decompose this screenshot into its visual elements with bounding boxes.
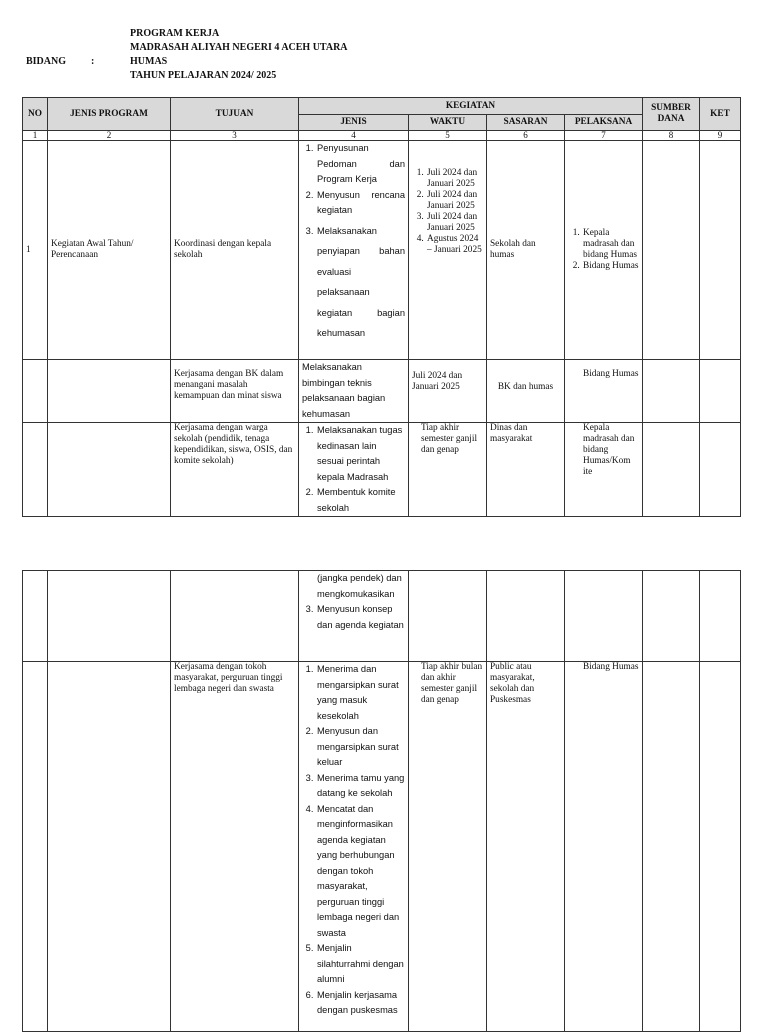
sumber-dana-cell: [643, 423, 700, 517]
column-number: 3: [171, 131, 299, 141]
jenis-item: 2. Membentuk komite sekolah: [316, 485, 405, 516]
pelaksana-cell: [565, 141, 643, 360]
header-line-1: PROGRAM KERJA: [130, 28, 220, 39]
table-row: [23, 662, 741, 1032]
program-cell: [48, 662, 171, 1032]
column-number: 1: [23, 131, 48, 141]
waktu-cell: Tiap akhir bulan dan akhir semester ganjil dan genap: [409, 662, 487, 1032]
pelaksana-item: 2. Bidang Humas: [582, 261, 639, 272]
program-table-page-2: [22, 570, 741, 1032]
header-line-2: MADRASAH ALIYAH NEGERI 4 ACEH UTARA: [130, 42, 348, 53]
waktu-item: 3. Juli 2024 dan Januari 2025: [426, 212, 483, 234]
jenis-continuation: (jangka pendek) dan mengkomukasikan: [317, 573, 402, 599]
program-cell: Kegiatan Awal Tahun/ Perencanaan: [48, 141, 171, 360]
jenis-cell: Melaksanakan bimbingan teknis pelaksanaan bagian kehumasan: [299, 360, 409, 423]
row-number: [23, 423, 48, 517]
column-number: 2: [48, 131, 171, 141]
program-cell: [48, 360, 171, 423]
jenis-item: 1. Penyusunan Pedoman dan Program Kerja: [316, 141, 405, 188]
row-number: 1: [23, 141, 48, 360]
sasaran-cell: [487, 571, 565, 662]
pelaksana-item: 1. Kepala madrasah dan bidang Humas: [582, 228, 639, 261]
row-number: [23, 360, 48, 423]
jenis-item: 3. Menerima tamu yang datang ke sekolah: [316, 771, 405, 802]
jenis-cell: [299, 571, 409, 662]
sasaran-cell: Dinas dan masyarakat: [487, 423, 565, 517]
waktu-item: 1. Juli 2024 dan Januari 2025: [426, 168, 483, 190]
waktu-item: 4. Agustus 2024 – Januari 2025: [426, 234, 483, 256]
table-row: [23, 360, 741, 423]
jenis-item: 3. Melaksanakan penyiapan bahan evaluasi pelaksanaan kegiatan bagian kehumasan: [316, 221, 405, 344]
tujuan-cell: Kerjasama dengan warga sekolah (pendidik, tenaga kependidikan, siswa, OSIS, dan komite sekolah): [171, 423, 299, 517]
tujuan-cell: Kerjasama dengan BK dalam menangani masalah kemampuan dan minat siswa: [171, 360, 299, 423]
sumber-dana-cell: [643, 360, 700, 423]
header-line-4: TAHUN PELAJARAN 2024/ 2025: [130, 70, 277, 81]
sumber-dana-cell: [643, 571, 700, 662]
column-number: 6: [487, 131, 565, 141]
bidang-colon: :: [91, 56, 95, 67]
tujuan-cell: [171, 571, 299, 662]
waktu-cell: Tiap akhir semester ganjil dan genap: [409, 423, 487, 517]
jenis-cell: [299, 141, 409, 360]
waktu-item: 2. Juli 2024 dan Januari 2025: [426, 190, 483, 212]
header-jenis-program: JENIS PROGRAM: [48, 98, 171, 131]
waktu-cell: [409, 571, 487, 662]
ket-cell: [700, 571, 741, 662]
ket-cell: [700, 662, 741, 1032]
sasaran-cell: Sekolah dan humas: [487, 141, 565, 360]
sumber-dana-cell: [643, 662, 700, 1032]
ket-cell: [700, 423, 741, 517]
header-line-3: HUMAS: [130, 56, 168, 67]
jenis-cell: [299, 662, 409, 1032]
program-cell: [48, 571, 171, 662]
column-number: 8: [643, 131, 700, 141]
table-row: [23, 141, 741, 360]
pelaksana-cell: Bidang Humas: [565, 662, 643, 1032]
document-header: [130, 27, 348, 83]
jenis-item: 1. Menerima dan mengarsipkan surat yang masuk kesekolah: [316, 662, 405, 724]
pelaksana-cell: [565, 571, 643, 662]
header-tujuan: TUJUAN: [171, 98, 299, 131]
column-number-row: [23, 131, 741, 141]
pelaksana-cell: Kepala madrasah dan bidang Humas/Kom ite: [565, 423, 643, 517]
tujuan-cell: Koordinasi dengan kepala sekolah: [171, 141, 299, 360]
jenis-item: 2. Menyusun dan mengarsipkan surat keluar: [316, 724, 405, 771]
sasaran-cell: BK dan humas: [487, 360, 565, 423]
row-number: [23, 662, 48, 1032]
header-waktu: WAKTU: [409, 115, 487, 131]
tujuan-cell: Kerjasama dengan tokoh masyarakat, perguruan tinggi lembaga negeri dan swasta: [171, 662, 299, 1032]
header-sumber-dana: SUMBER DANA: [643, 98, 700, 131]
header-sasaran: SASARAN: [487, 115, 565, 131]
sumber-dana-cell: [643, 141, 700, 360]
program-cell: [48, 423, 171, 517]
jenis-item: 6. Menjalin kerjasama dengan puskesmas: [316, 988, 405, 1019]
column-number: 5: [409, 131, 487, 141]
jenis-item: 2. Menyusun rencana kegiatan: [316, 188, 405, 219]
table-row: [23, 423, 741, 517]
jenis-item: 4. Mencatat dan menginformasikan agenda kegiatan yang berhubungan dengan tokoh masyarakat, perguruan tinggi lembaga negeri dan swasta: [316, 802, 405, 942]
column-number: 4: [299, 131, 409, 141]
header-no: NO: [23, 98, 48, 131]
header-kegiatan: KEGIATAN: [299, 98, 643, 115]
jenis-item: 5. Menjalin silahturrahmi dengan alumni: [316, 941, 405, 988]
column-number: 7: [565, 131, 643, 141]
table-row: [23, 571, 741, 662]
column-number: 9: [700, 131, 741, 141]
jenis-cell: [299, 423, 409, 517]
waktu-cell: [409, 141, 487, 360]
bidang-label: BIDANG: [26, 56, 67, 67]
jenis-item: 1. Melaksanakan tugas kedinasan lain sesuai perintah kepala Madrasah: [316, 423, 405, 485]
ket-cell: [700, 360, 741, 423]
header-pelaksana: PELAKSANA: [565, 115, 643, 131]
sasaran-cell: Public atau masyarakat, sekolah dan Puskesmas: [487, 662, 565, 1032]
ket-cell: [700, 141, 741, 360]
program-table-page-1: [22, 97, 741, 517]
header-jenis: JENIS: [299, 115, 409, 131]
jenis-item: 3. Menyusun konsep dan agenda kegiatan: [316, 602, 405, 633]
header-ket: KET: [700, 98, 741, 131]
pelaksana-cell: Bidang Humas: [565, 360, 643, 423]
row-number: [23, 571, 48, 662]
waktu-cell: Juli 2024 dan Januari 2025: [409, 360, 487, 423]
